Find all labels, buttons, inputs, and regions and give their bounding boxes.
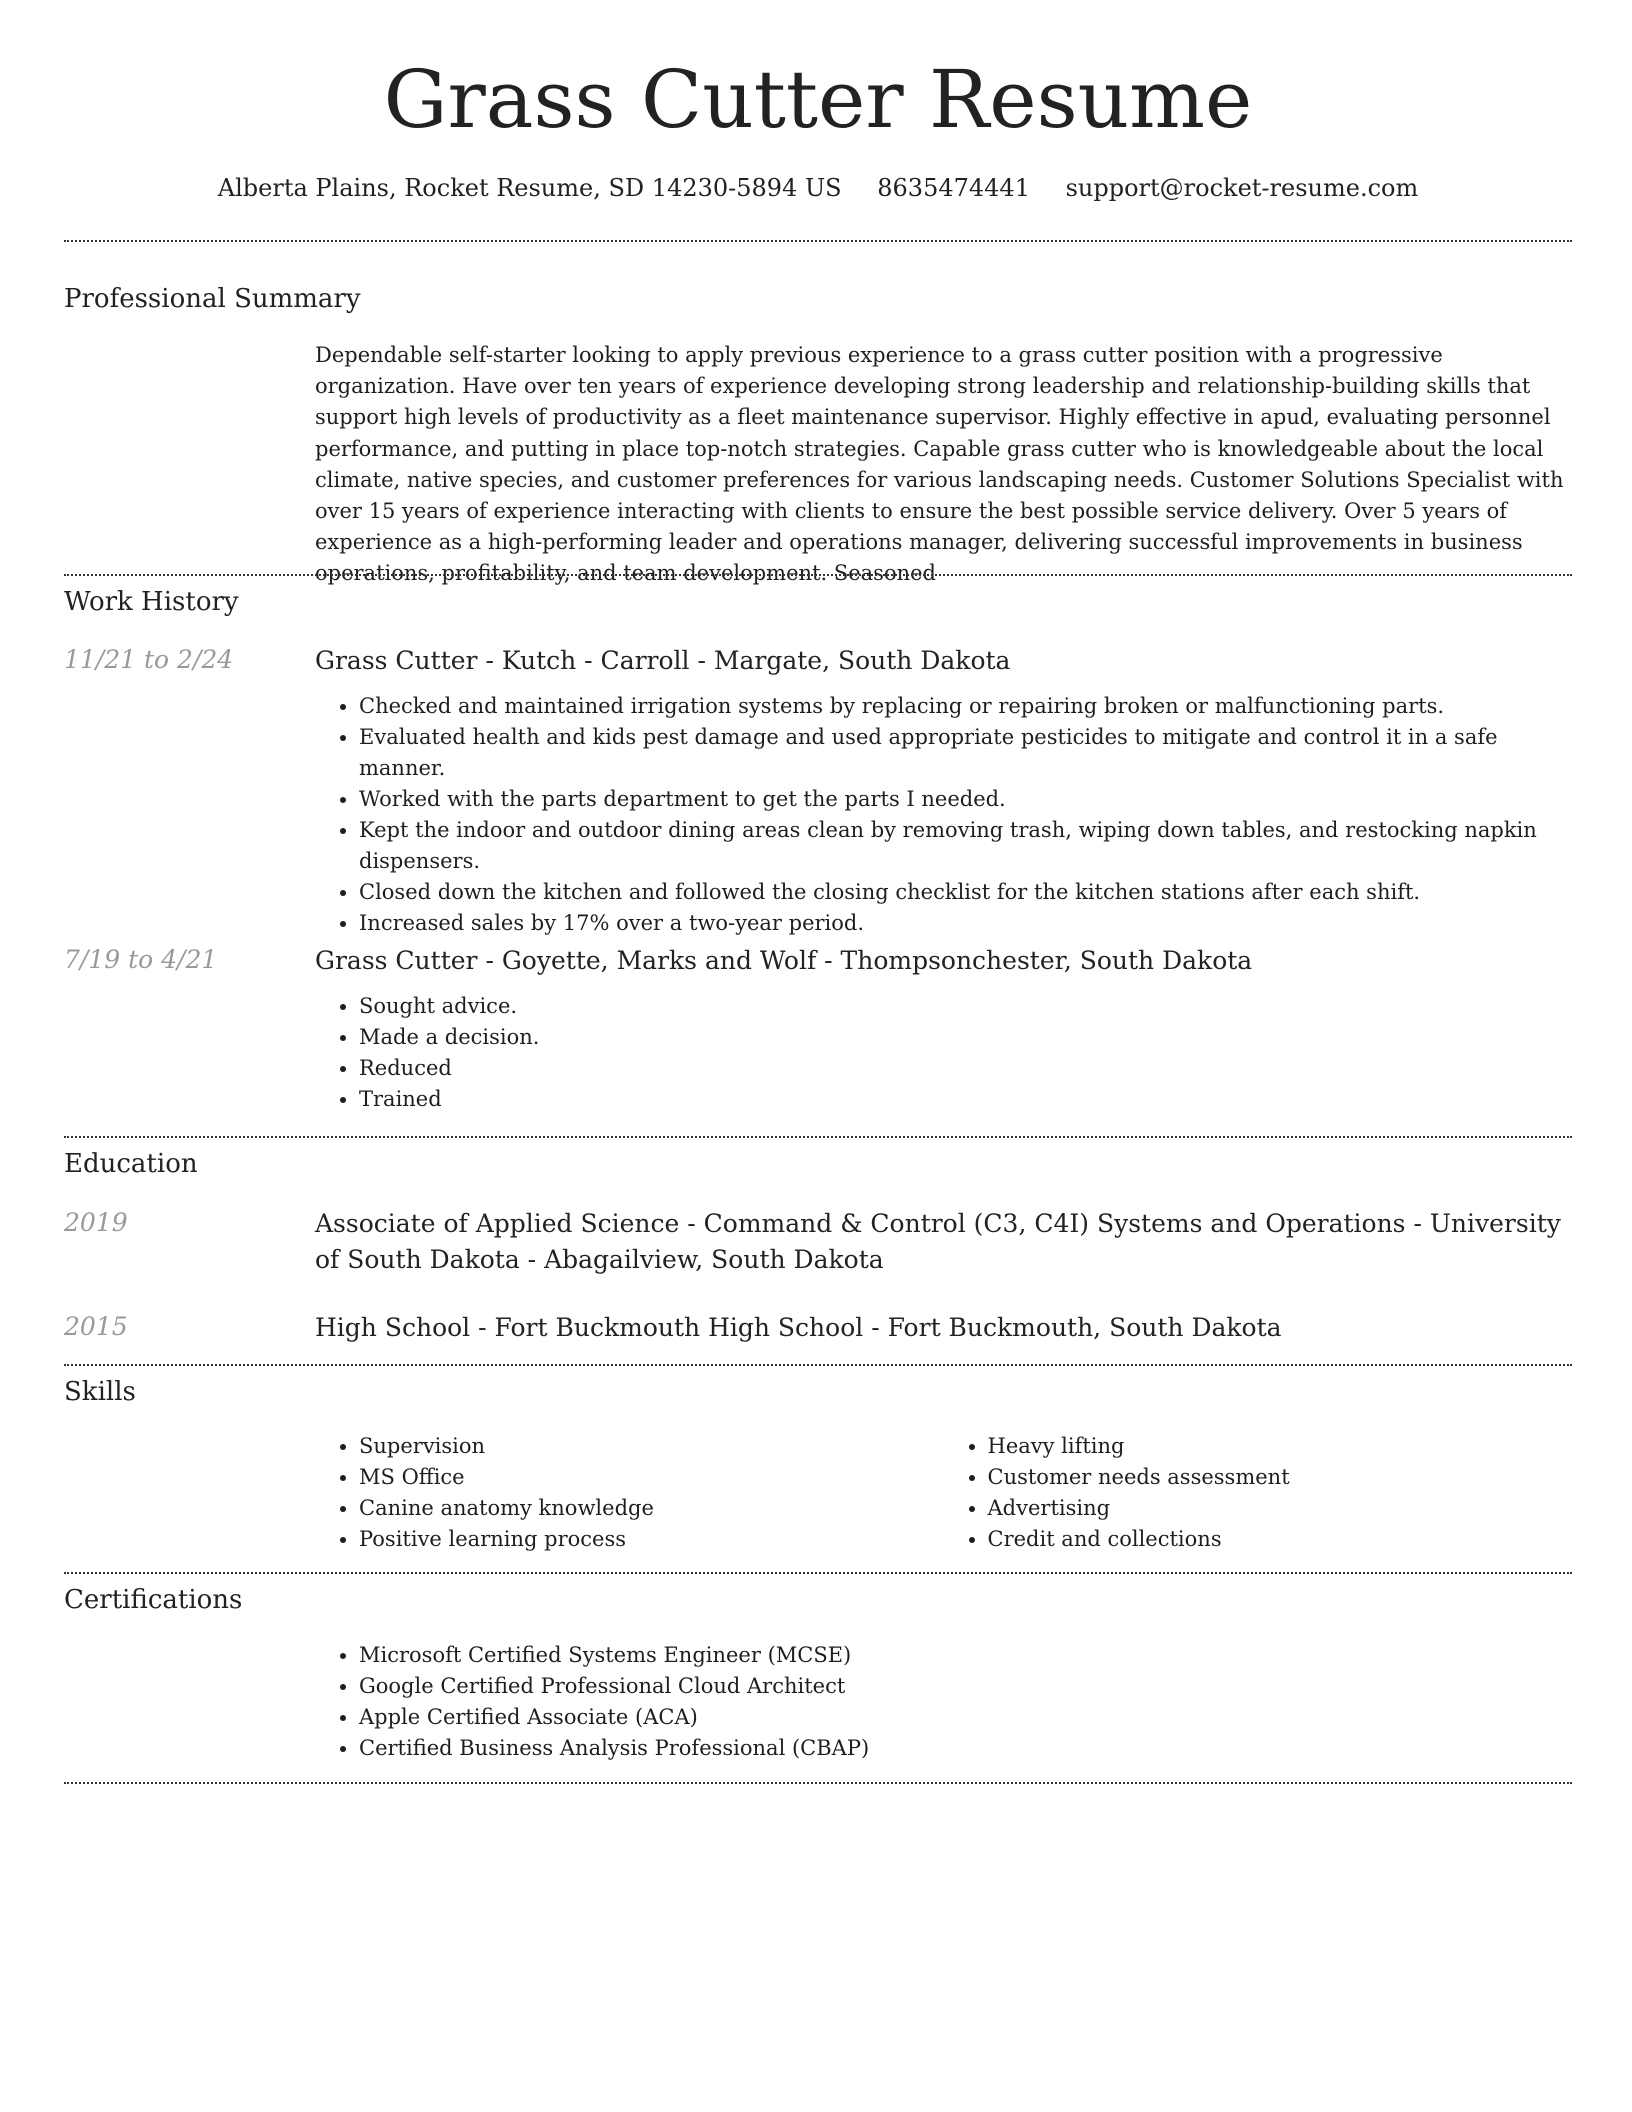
list-item: • Google Certified Professional Cloud Architect (359, 1671, 1572, 1702)
list-item: • Closed down the kitchen and followed the closing checklist for the kitchen stations after each shift. (359, 877, 1572, 908)
list-item: • Positive learning process (359, 1524, 944, 1555)
education-section (64, 1149, 1572, 1179)
email: support@rocket-resume.com (1065, 174, 1419, 202)
section-title: Certifications (64, 1585, 243, 1615)
education-header: Associate of Applied Science - Command & Control (C3, C4I) Systems and Operations - University of South Dakota - Abagailview, South Dakota (315, 1209, 1561, 1274)
list-item: • Kept the indoor and outdoor dining areas clean by removing trash, wiping down tables, and restocking napkin dispensers. (359, 815, 1572, 877)
work-section (64, 587, 1572, 617)
list-item: • Trained (359, 1084, 1572, 1115)
education-date: 2019 (64, 1208, 128, 1237)
resume-title: Grass Cutter Resume (383, 53, 1253, 146)
contact-line (64, 174, 1572, 202)
job-header: Grass Cutter - Kutch - Carroll - Margate, South Dakota (315, 646, 1011, 675)
divider (64, 1782, 1572, 1784)
list-item: • Certified Business Analysis Professional (CBAP) (359, 1733, 1572, 1764)
section-title: Education (64, 1149, 198, 1179)
list-item: • Canine anatomy knowledge (359, 1493, 944, 1524)
section-title: Professional Summary (64, 284, 361, 314)
skills-grid (315, 1431, 1572, 1555)
list-item: • Heavy lifting (988, 1431, 1573, 1462)
list-item: • Customer needs assessment (988, 1462, 1573, 1493)
phone: 8635474441 (877, 174, 1030, 202)
address: Alberta Plains, Rocket Resume, SD 14230-5894 US (217, 174, 842, 202)
list-item: • Supervision (359, 1431, 944, 1462)
list-item: • Microsoft Certified Systems Engineer (MCSE) (359, 1640, 1572, 1671)
divider (64, 574, 1572, 576)
section-title: Work History (64, 587, 239, 617)
list-item: • Advertising (988, 1493, 1573, 1524)
job-bullets (315, 691, 1572, 939)
list-item: • Apple Certified Associate (ACA) (359, 1702, 1572, 1733)
job-date: 11/21 to 2/24 (64, 645, 234, 674)
job-header: Grass Cutter - Goyette, Marks and Wolf - Thompsonchester, South Dakota (315, 946, 1253, 975)
list-item: • Worked with the parts department to get the parts I needed. (359, 784, 1572, 815)
education-date: 2015 (64, 1312, 128, 1341)
resume-page (64, 0, 1572, 1760)
list-item: • MS Office (359, 1462, 944, 1493)
job-date: 7/19 to 4/21 (64, 945, 218, 974)
job-bullets (315, 991, 1572, 1115)
certifications-list (315, 1640, 1572, 1764)
summary-section (64, 284, 1572, 314)
summary-text: Dependable self-starter looking to apply previous experience to a grass cutter position with a progressive organization. Have over ten years of experience developing strong leadership and relationship-building skills that support high levels of productivity as a fleet maintenance supervisor. Highly effective in apud, evaluating personnel performance, and putting in place top-notch strategies. Capable grass cutter who is knowledgeable about the local climate, native species, and customer preferences for various landscaping needs. Customer Solutions Specialist with over 15 years of experience interacting with clients to ensure the best possible service delivery. Over 5 years of experience as a high-performing leader and operations manager, delivering successful improvements in business operations, profitability, and team development. Seasoned (315, 343, 1564, 586)
list-item: • Made a decision. (359, 1022, 1572, 1053)
divider (64, 1364, 1572, 1366)
list-item: • Evaluated health and kids pest damage and used appropriate pesticides to mitigate and control it in a safe manner. (359, 722, 1572, 784)
skills-section (64, 1377, 1572, 1407)
divider (64, 1572, 1572, 1574)
list-item: • Reduced (359, 1053, 1572, 1084)
education-header: High School - Fort Buckmouth High School - Fort Buckmouth, South Dakota (315, 1313, 1282, 1342)
divider (64, 1136, 1572, 1138)
list-item: • Credit and collections (988, 1524, 1573, 1555)
skills-column-right (944, 1431, 1573, 1555)
list-item: • Checked and maintained irrigation systems by replacing or repairing broken or malfunctioning parts. (359, 691, 1572, 722)
divider (64, 240, 1572, 242)
section-title: Skills (64, 1377, 136, 1407)
skills-column-left (315, 1431, 944, 1555)
list-item: • Increased sales by 17% over a two-year period. (359, 908, 1572, 939)
certifications-section (64, 1585, 1572, 1615)
list-item: • Sought advice. (359, 991, 1572, 1022)
